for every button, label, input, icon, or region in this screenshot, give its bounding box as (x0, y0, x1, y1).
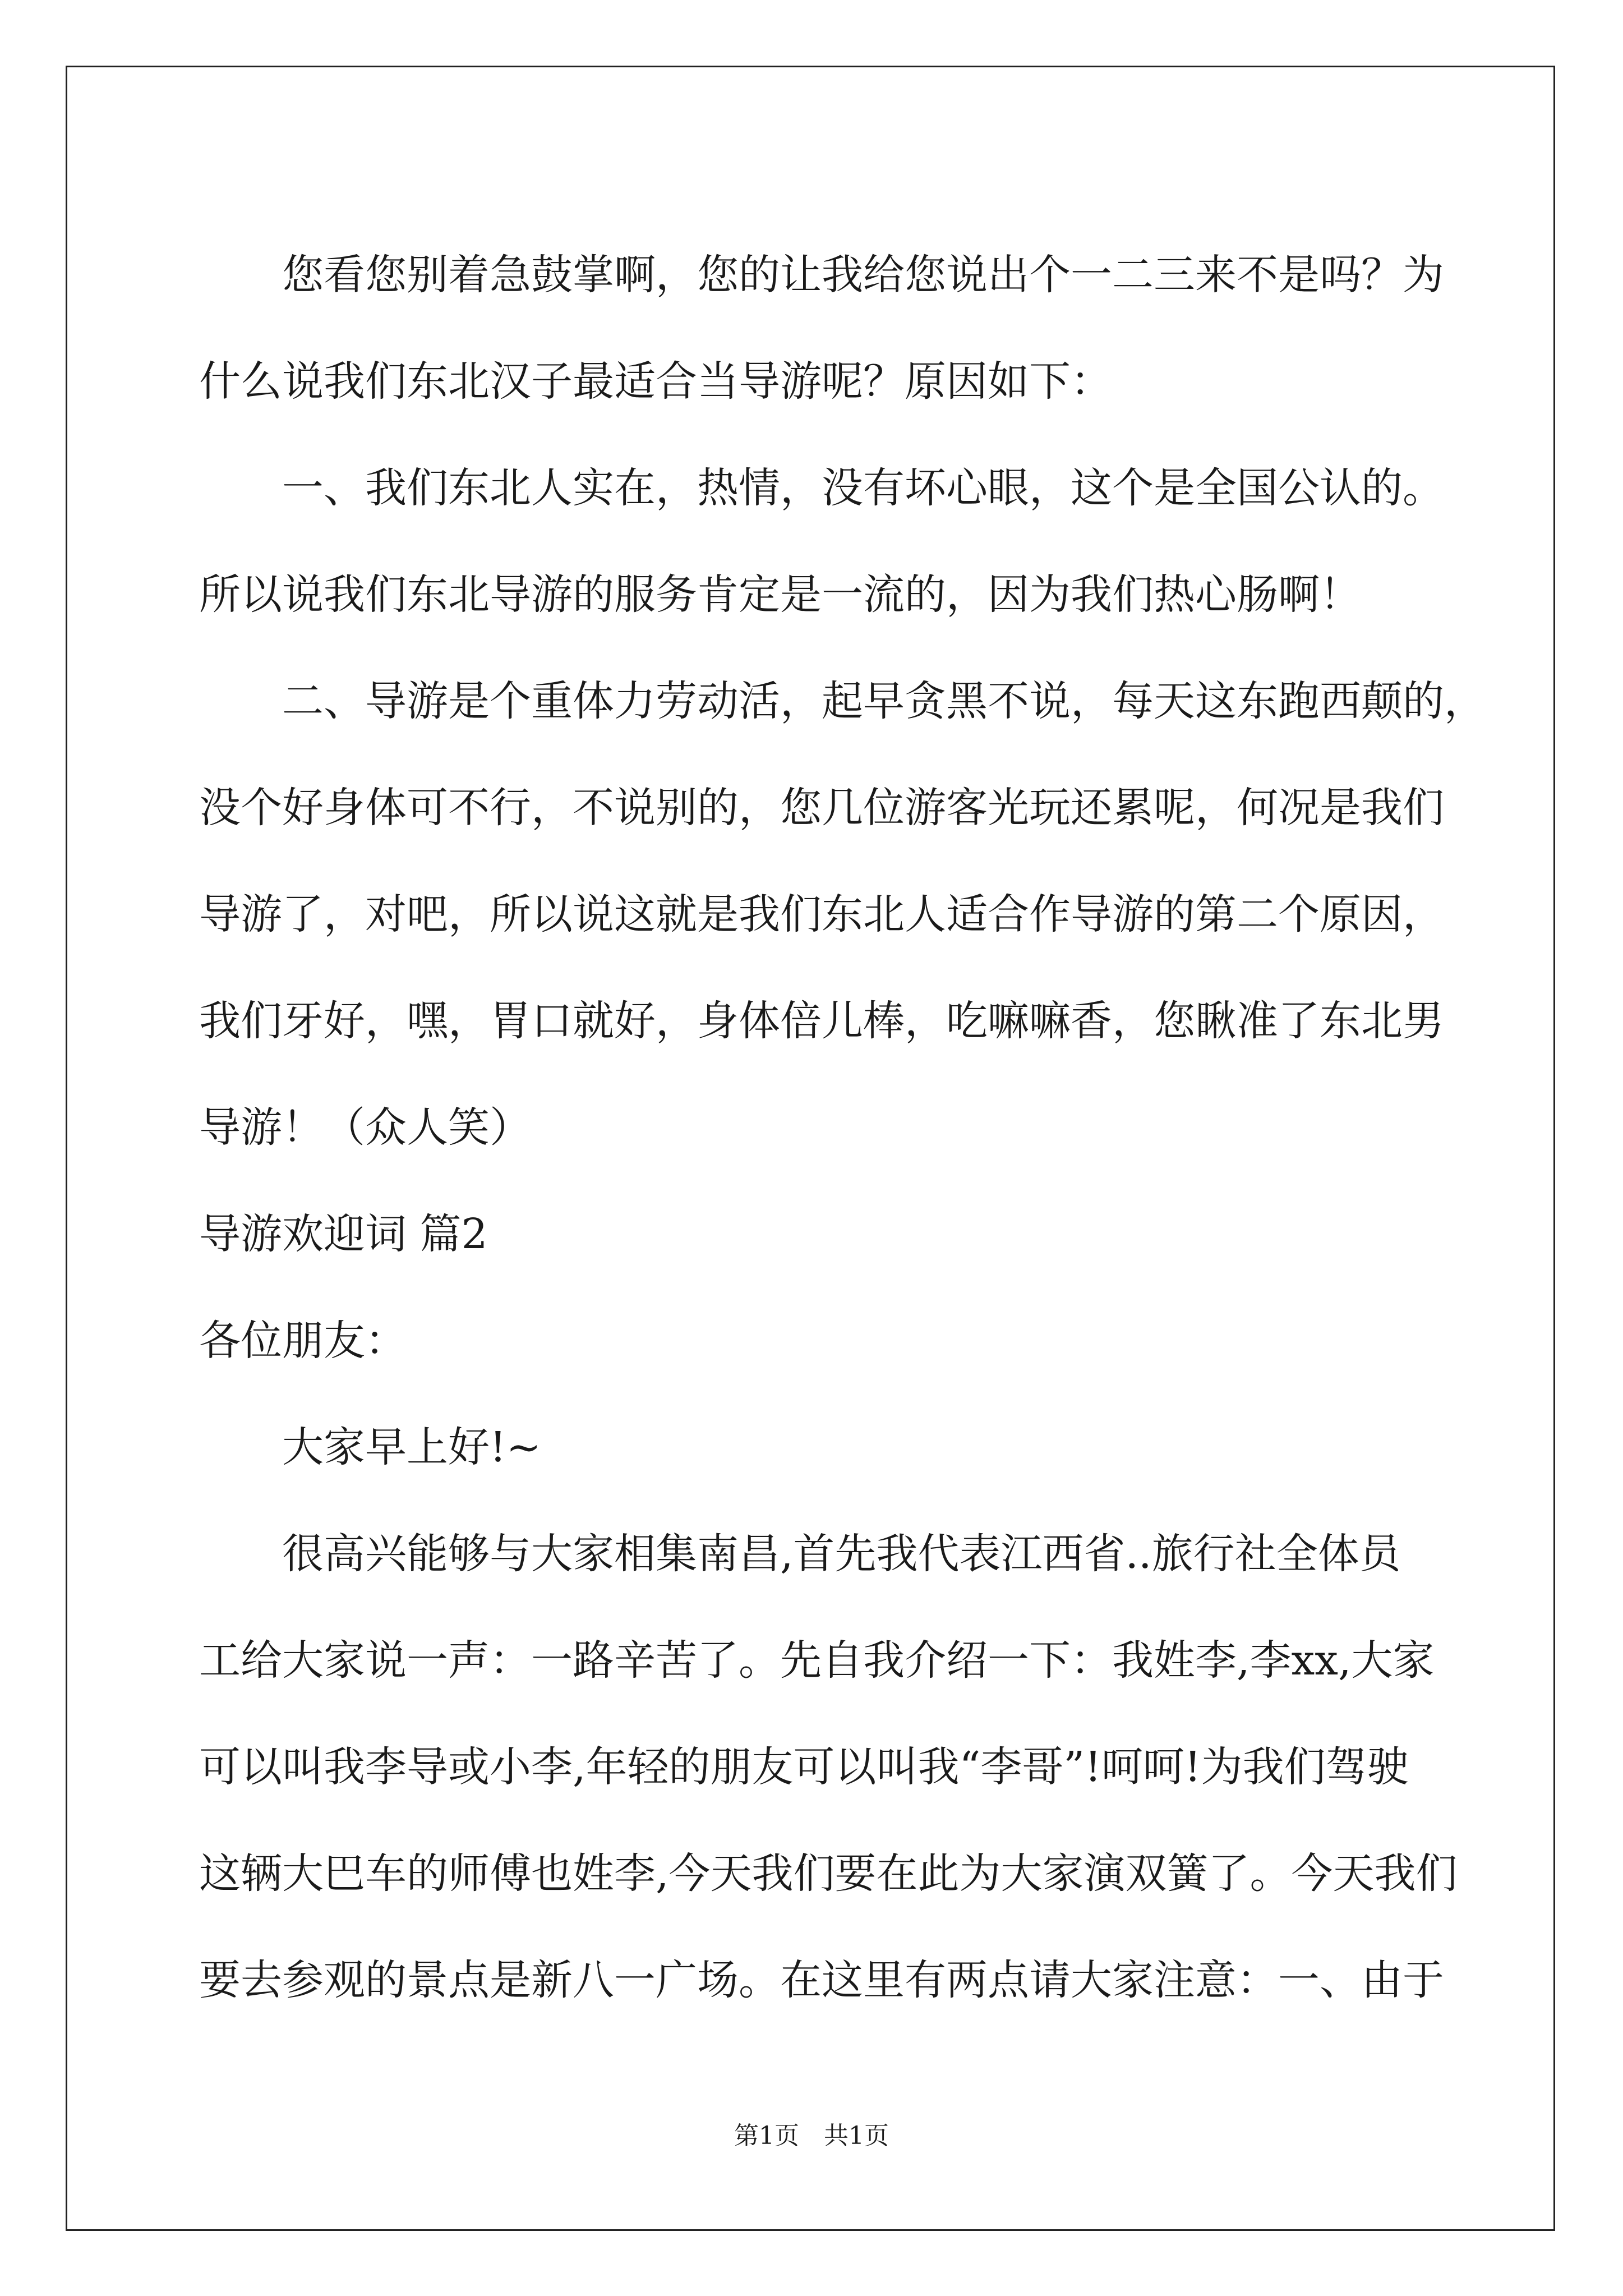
text-line: 二、导游是个重体力劳动活，起早贪黑不说，每天这东跑西颠的， (282, 677, 1486, 725)
text-line: 要去参观的景点是新八一广场。在这里有两点请大家注意：一、由于 (199, 1956, 1444, 2004)
text-line: 导游！（众人笑） (199, 1103, 531, 1152)
text-line: 可以叫我李导或小李,年轻的朋友可以叫我“李哥”!呵呵!为我们驾驶 (199, 1743, 1409, 1791)
page-number: 第1页 (734, 2122, 799, 2150)
text-line: 很高兴能够与大家相集南昌,首先我代表江西省..旅行社全体员 (282, 1530, 1401, 1578)
document-body (199, 222, 1486, 2033)
salutation: 各位朋友： (199, 1317, 407, 1365)
page-footer (0, 2119, 1623, 2153)
text-line: 没个好身体可不行，不说别的，您几位游客光玩还累呢，何况是我们 (199, 784, 1444, 832)
greeting: 大家早上好!~ (282, 1423, 541, 1471)
text-line: 所以说我们东北导游的服务肯定是一流的，因为我们热心肠啊！ (199, 570, 1361, 619)
text-line: 一、我们东北人实在，热情，没有坏心眼，这个是全国公认的。 (282, 464, 1444, 512)
text-line: 什么说我们东北汉子最适合当导游呢？原因如下： (199, 357, 1112, 406)
section-heading: 导游欢迎词 篇2 (199, 1210, 488, 1258)
page-total: 共1页 (824, 2122, 889, 2150)
text-line: 导游了，对吧，所以说这就是我们东北人适合作导游的第二个原因， (199, 890, 1444, 938)
text-line: 工给大家说一声：一路辛苦了。先自我介绍一下：我姓李,李xx,大家 (199, 1636, 1435, 1685)
text-line: 这辆大巴车的师傅也姓李,今天我们要在此为大家演双簧了。今天我们 (199, 1849, 1458, 1898)
text-line: 我们牙好，嘿，胃口就好，身体倍儿棒，吃嘛嘛香，您瞅准了东北男 (199, 997, 1444, 1045)
text-line: 您看您别着急鼓掌啊，您的让我给您说出个一二三来不是吗？为 (282, 251, 1444, 299)
